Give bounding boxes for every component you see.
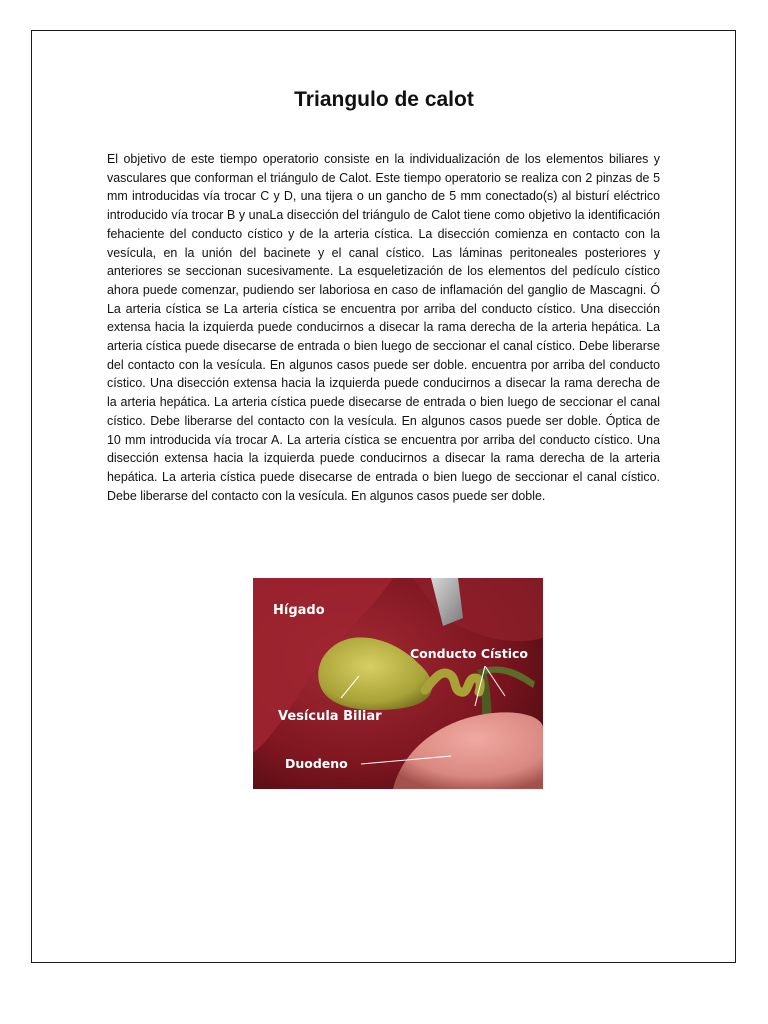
label-cystic-duct: Conducto Cístico [410, 646, 528, 661]
label-gallbladder: Vesícula Biliar [278, 709, 382, 724]
anatomy-figure [253, 578, 543, 789]
anatomy-illustration [253, 578, 543, 789]
page-title: Triangulo de calot [294, 88, 474, 111]
label-liver: Hígado [273, 603, 325, 618]
label-duodenum: Duodeno [285, 756, 348, 771]
body-paragraph: El objetivo de este tiempo operatorio consiste en la individualización de los elementos biliares y vasculares que conforman el triángulo de Calot. Este tiempo operatorio se realiza con 2 pinzas de 5 mm introducidas vía trocar C y D, una tijera o un gancho de 5 mm conectado(s) al bisturí eléctrico introducido vía trocar B y unaLa disección del triángulo de Calot tiene como objetivo la identificación fehaciente del conducto cístico y de la arteria cística. La disección comienza en contacto con la vesícula, en la unión del bacinete y el canal cístico. Las láminas peritoneales posteriores y anteriores se seccionan sucesivamente. La esqueletización de los elementos del pedículo cístico ahora puede comenzar, pudiendo ser laboriosa en caso de inflamación del ganglio de Mascagni. Ó La arteria cística se La arteria cística se encuentra por arriba del conducto cístico. Una disección extensa hacia la izquierda puede conducirnos a disecar la rama derecha de la arteria hepática. La arteria cística puede disecarse de entrada o bien luego de seccionar el canal cístico. Debe liberarse del contacto con la vesícula. En algunos casos puede ser doble. encuentra por arriba del conducto cístico. Una disección extensa hacia la izquierda puede conducirnos a disecar la rama derecha de la arteria hepática. La arteria cística puede disecarse de entrada o bien luego de seccionar el canal cístico. Debe liberarse del contacto con la vesícula. En algunos casos puede ser doble. Óptica de 10 mm introducida vía trocar A. La arteria cística se encuentra por arriba del conducto cístico. Una disección extensa hacia la izquierda puede conducirnos a disecar la rama derecha de la arteria hepática. La arteria cística puede disecarse de entrada o bien luego de seccionar el canal cístico. Debe liberarse del contacto con la vesícula. En algunos casos puede ser doble. [107, 152, 660, 503]
